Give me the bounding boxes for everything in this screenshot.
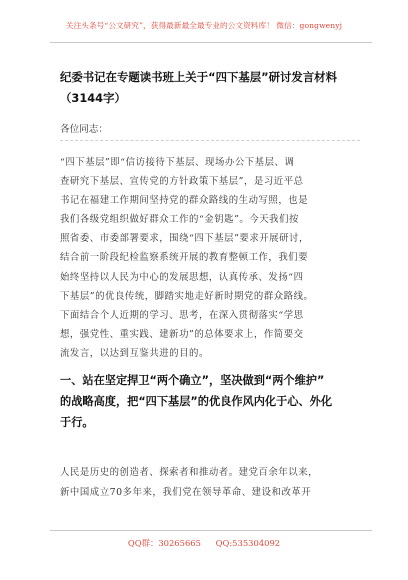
heading-line: 一、站在坚定捍卫“两个确立”，坚决做到“两个维护” xyxy=(60,374,325,387)
paragraph-line: 人民是历史的创造者、探索者和推动者。建党百余年以来， xyxy=(60,467,319,478)
paragraph-line: 照省委、市委部署要求，围绕“四下基层”要求开展研讨， xyxy=(60,233,309,245)
paragraph-line: 新中国成立70多年来，我们党在领导革命、建设和改革开 xyxy=(60,486,312,498)
paragraph-line: 查研究下基层、宣传党的方针政策下基层”，是习近平总 xyxy=(60,176,304,188)
paragraph-line: “四下基层”即“信访接待下基层、现场办公下基层、调 xyxy=(60,157,295,168)
header-banner: 关注头条号“公文研究”，获得最新最全最专业的公文资料库！ 微信：gongwenyj xyxy=(65,21,343,30)
body-paragraph xyxy=(60,463,362,502)
footer-qq: QQ:535304092 xyxy=(215,538,281,548)
intro-paragraph xyxy=(60,153,362,363)
heading-line: 的战略高度，把“四下基层”的优良作风内化于心、外化 xyxy=(60,395,333,408)
header-divider xyxy=(50,42,372,43)
salutation-divider xyxy=(60,140,360,141)
footer-qq-group: QQ群：30265665 xyxy=(127,538,201,548)
footer-divider xyxy=(50,530,372,531)
heading-line: 于行。 xyxy=(60,416,94,429)
paragraph-line: 下基层”的优良传统，脚踏实地走好新时期党的群众路线。 xyxy=(60,290,314,302)
salutation: 各位同志： xyxy=(60,124,108,135)
document-title xyxy=(60,67,370,109)
paragraph-line: 流发言，以达到互鉴共进的目的。 xyxy=(60,347,209,359)
footer xyxy=(0,537,408,549)
section-heading-1 xyxy=(60,370,370,433)
paragraph-line: 想，强党性、重实践、建新功”的总体要求上，作简要交 xyxy=(60,328,304,340)
paragraph-line: 始终坚持以人民为中心的发展思想，认真传承、发扬“四 xyxy=(60,271,304,283)
title-line: 纪委书记在专题读书班上关于“四下基层”研讨发言材料 xyxy=(60,70,337,84)
paragraph-line: 结合前一阶段纪检监察系统开展的教育整顿工作，我们要 xyxy=(60,252,309,264)
paragraph-line: 我们各级党组织做好群众工作的“金钥匙”。今天我们按 xyxy=(60,214,299,226)
paragraph-line: 下面结合个人近期的学习、思考，在深入贯彻落实“学思 xyxy=(60,309,304,321)
paragraph-line: 书记在福建工作期间坚持党的群众路线的生动写照，也是 xyxy=(60,195,309,207)
title-word-count: （3144字） xyxy=(60,91,126,105)
